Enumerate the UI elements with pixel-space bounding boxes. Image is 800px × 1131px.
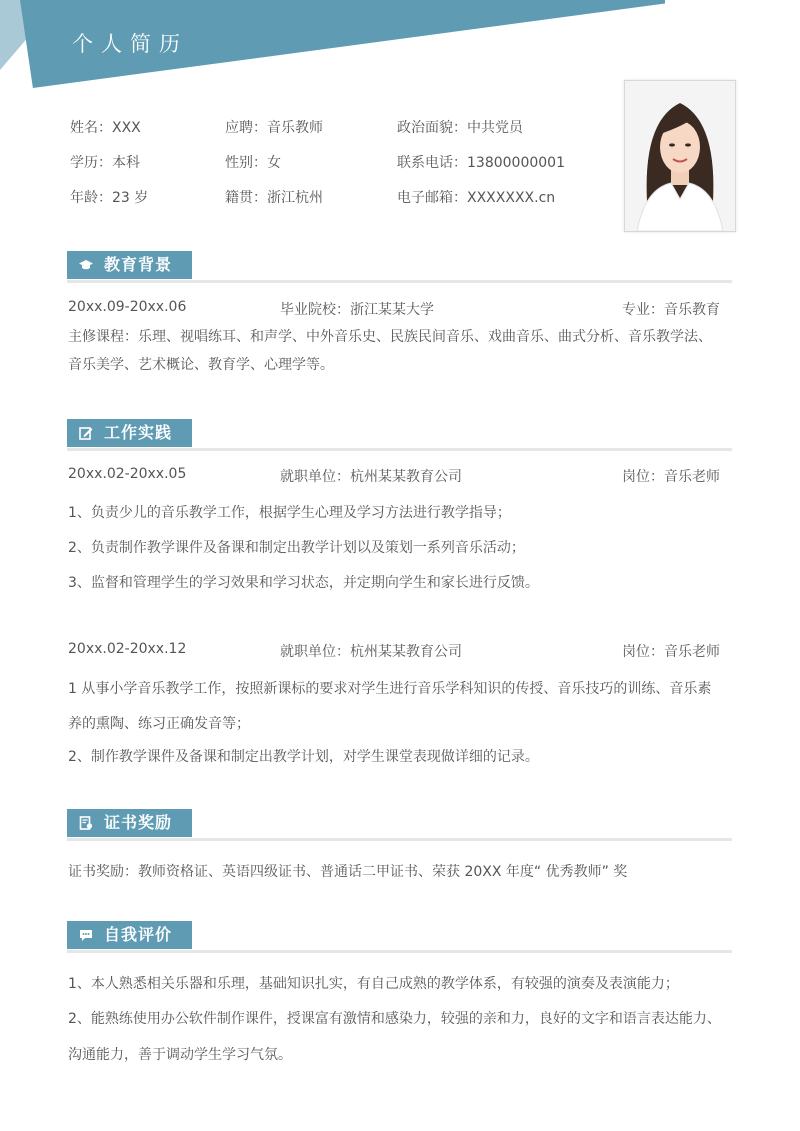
job-row	[68, 641, 720, 663]
certificates-text: 证书奖励：教师资格证、英语四级证书、普通话二甲证书、荣获 20XX 年度“ 优秀教师” 奖	[68, 864, 628, 880]
job-company: 就职单位：杭州某某教育公司	[280, 644, 462, 660]
section-title: 自我评价	[104, 925, 173, 944]
education-field: 学历：本科	[70, 155, 140, 171]
job-position: 岗位：音乐老师	[622, 644, 720, 660]
education-row	[68, 299, 720, 321]
apply-field: 应聘：音乐教师	[225, 120, 323, 136]
section-divider	[67, 838, 732, 841]
job-period: 20xx.02-20xx.12	[68, 641, 187, 657]
section-tab	[67, 251, 192, 279]
section-tab	[67, 809, 192, 837]
section-self-eval	[67, 921, 732, 953]
education-school: 毕业院校：浙江某某大学	[280, 302, 434, 318]
profile-photo	[624, 80, 736, 232]
self-eval-item: 2、能熟练使用办公软件制作课件，授课富有激情和感染力，较强的亲和力，良好的文字和语言表达能力、沟通能力，善于调动学生学习气氛。	[68, 1011, 721, 1063]
email-field: 电子邮箱：XXXXXXX.cn	[397, 190, 556, 206]
graduation-cap-icon	[79, 258, 93, 272]
section-title: 教育背景	[104, 255, 173, 274]
gender-field: 性别：女	[225, 155, 281, 171]
self-eval-item: 1、本人熟悉相关乐器和乐理，基础知识扎实，有自己成熟的教学体系，有较强的演奏及表演能力；	[68, 976, 679, 992]
education-period: 20xx.09-20xx.06	[68, 299, 187, 315]
job-duty: 2、负责制作教学课件及备课和制定出教学计划以及策划一系列音乐活动；	[68, 540, 525, 556]
page-title: 个人简历	[72, 32, 188, 56]
section-divider	[67, 280, 732, 283]
education-major: 专业：音乐教育	[622, 302, 720, 318]
job-row	[68, 466, 720, 488]
section-education	[67, 251, 732, 283]
section-divider	[67, 448, 732, 451]
phone-field: 联系电话：13800000001	[397, 155, 565, 171]
education-courses: 主修课程：乐理、视唱练耳、和声学、中外音乐史、民族民间音乐、戏曲音乐、曲式分析、音乐教学法、音乐美学、艺术概论、教育学、心理学等。	[68, 329, 712, 373]
basic-info	[70, 114, 610, 214]
hometown-field: 籍贯：浙江杭州	[225, 190, 323, 206]
chat-bubble-icon	[79, 928, 93, 942]
section-certificates	[67, 809, 732, 841]
job-position: 岗位：音乐老师	[622, 469, 720, 485]
name-field: 姓名：XXX	[70, 120, 141, 136]
job-duty: 3、监督和管理学生的学习效果和学习状态，并定期向学生和家长进行反馈。	[68, 575, 539, 591]
section-tab	[67, 419, 192, 447]
job-company: 就职单位：杭州某某教育公司	[280, 469, 462, 485]
section-divider	[67, 950, 732, 953]
section-title: 证书奖励	[104, 813, 173, 832]
certificate-icon	[79, 816, 93, 830]
job-duty: 2、制作教学课件及备课和制定出教学计划，对学生课堂表现做详细的记录。	[68, 749, 539, 765]
politics-field: 政治面貌：中共党员	[397, 120, 523, 136]
section-tab	[67, 921, 192, 949]
job-period: 20xx.02-20xx.05	[68, 466, 187, 482]
section-title: 工作实践	[104, 423, 173, 442]
job-duty: 1、负责少儿的音乐教学工作，根据学生心理及学习方法进行教学指导；	[68, 505, 511, 521]
age-field: 年龄：23 岁	[70, 190, 149, 206]
edit-icon	[79, 426, 93, 440]
section-work	[67, 419, 732, 451]
job-duty: 1 从事小学音乐教学工作，按照新课标的要求对学生进行音乐学科知识的传授、音乐技巧的训练、音乐素养的熏陶、练习正确发音等；	[68, 681, 712, 732]
